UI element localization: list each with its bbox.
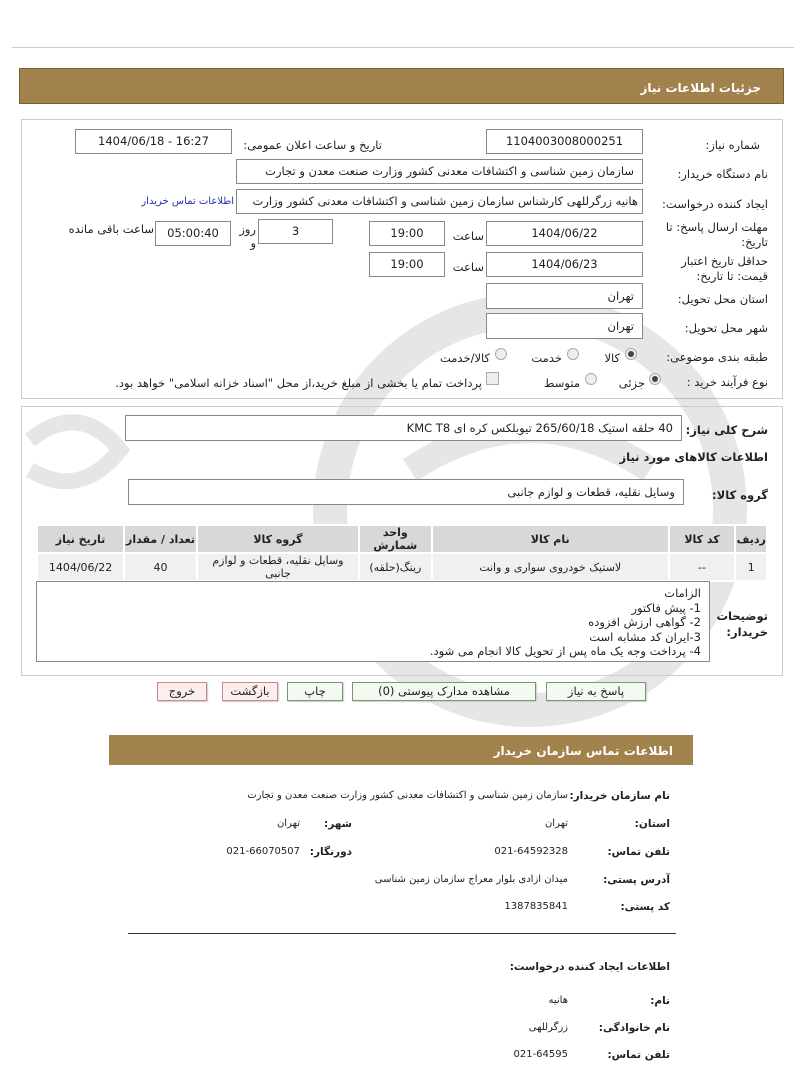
name-value: هانیه [548,995,568,1006]
postal-label: کد پستی: [620,901,670,913]
province-field: تهران [486,283,643,309]
cell: لاستیک خودروی سواری و وانت [432,553,669,581]
col-header: ردیف [735,525,767,553]
table-header-row [37,525,767,553]
contact-city-label: شهر: [324,818,352,830]
cell: -- [669,553,736,581]
notes-line: 2- گواهی ارزش افزوده [588,615,701,629]
validity-time-label: ساعت [452,260,484,274]
province-label: استان محل تحویل: [677,292,768,306]
creator-phone-value: 021-64595 [513,1049,568,1060]
reply-button[interactable]: پاسخ به نیاز [546,682,646,701]
deadline-time-field: 19:00 [369,221,445,246]
org-label: نام سازمان خریدار: [569,790,670,802]
treasury-checkbox[interactable] [486,372,499,385]
deadline-label: مهلت ارسال پاسخ: تا تاریخ: [665,220,768,249]
exit-button[interactable]: خروج [157,682,207,701]
page-header [19,68,784,104]
category-label: طبقه بندی موضوعی: [666,350,768,364]
family-value: زرگرللهی [528,1022,568,1033]
buyer-label: نام دستگاه خریدار: [677,167,768,181]
payment-note: پرداخت تمام یا بخشی از مبلغ خرید،از محل "اسناد خزانه اسلامی" خواهد بود. [115,376,482,390]
summary-label: شرح کلی نیاز: [685,423,768,437]
table-row [37,553,767,581]
notes-box [36,581,710,662]
goods-table [36,524,768,582]
category-service-radio[interactable] [567,348,579,360]
cell: رینگ(حلقه) [359,553,432,581]
process-small-radio[interactable] [649,373,661,385]
contact-divider [128,933,676,934]
phone-label: تلفن تماس: [607,846,670,858]
category-service-label: خدمت [531,351,562,365]
view-documents-button[interactable]: مشاهده مدارک پیوستی (0) [352,682,536,701]
col-header: گروه کالا [197,525,359,553]
fax-value: 021-66070507 [226,846,300,857]
address-value: میدان ازادی بلوار معراج سازمان زمین شناسی [374,874,568,885]
notes-line: الزامات [664,586,701,600]
creator-field: هانیه زرگرللهی کارشناس سازمان زمین شناسی و اکتشافات معدنی کشور وزارت [236,189,643,214]
notes-line: 1- پیش فاکتور [631,600,701,615]
city-label: شهر محل تحویل: [684,321,768,335]
contact-province-value: تهران [544,818,568,829]
address-label: آدرس پستی: [603,874,670,886]
days-label: روز و [239,222,256,250]
back-button[interactable]: بازگشت [222,682,278,701]
category-goods-label: کالا [604,351,620,365]
process-small-label: جزئی [618,376,645,390]
cell: وسایل نقلیه، قطعات و لوازم جانبی [197,553,359,581]
cell: 1 [735,553,767,581]
creator-phone-label: تلفن تماس: [607,1049,670,1061]
notes-line: 4- پرداخت وجه یک ماه پس از تحویل کالا انجام می شود. [429,644,701,658]
org-value: سازمان زمین شناسی و اکتشافات معدنی کشور وزارت صنعت معدن و تجارت [247,790,568,801]
family-label: نام خانوادگی: [598,1022,670,1034]
need-number-field: 1104003008000251 [486,129,643,154]
process-label: نوع فرآیند خرید : [686,375,768,389]
contact-title: اطلاعات تماس سازمان خریدار [493,744,673,758]
col-header: نام کالا [432,525,669,553]
remaining-label: ساعت باقی مانده [68,222,154,236]
phone-value: 021-64592328 [494,846,568,857]
col-header: تعداد / مقدار [124,525,197,553]
process-medium-label: متوسط [543,376,580,390]
creator-info-title: اطلاعات ایجاد کننده درخواست: [509,961,670,973]
remaining-time-field: 05:00:40 [155,221,231,246]
buyer-field: سازمان زمین شناسی و اکتشافات معدنی کشور وزارت صنعت معدن و تجارت [236,159,643,184]
category-both-radio[interactable] [495,348,507,360]
notes-label: توضیحات خریدار: [716,609,768,639]
contact-header [109,735,693,765]
validity-time-field: 19:00 [369,252,445,277]
contact-province-label: استان: [634,818,670,830]
cell: 1404/06/22 [37,553,124,581]
deadline-date-field: 1404/06/22 [486,221,643,246]
process-medium-radio[interactable] [585,373,597,385]
name-label: نام: [650,995,670,1007]
print-button[interactable]: چاپ [287,682,343,701]
summary-field: 40 حلقه استیک 265/60/18 تیوبلکس کره ای KMC T8 [125,415,682,441]
col-header: کد کالا [669,525,736,553]
need-number-label: شماره نیاز: [705,138,760,152]
announce-field: 1404/06/18 - 16:27 [75,129,232,154]
col-header: تاریخ نیاز [37,525,124,553]
top-divider [12,47,794,48]
validity-date-field: 1404/06/23 [486,252,643,277]
notes-line: 3-ایران کد مشابه است [589,629,701,644]
cell: 40 [124,553,197,581]
days-field: 3 [258,219,333,244]
goods-group-label: گروه کالا: [712,488,768,502]
creator-label: ایجاد کننده درخواست: [662,197,768,211]
goods-info-title: اطلاعات کالاهای مورد نیاز [619,450,768,464]
validity-label: حداقل تاریخ اعتبار قیمت: تا تاریخ: [681,254,768,283]
postal-value: 1387835841 [504,901,568,912]
category-goods-radio[interactable] [625,348,637,360]
category-both-label: کالا/خدمت [439,351,490,365]
city-field: تهران [486,313,643,339]
goods-group-field: وسایل نقلیه، قطعات و لوازم جانبی [128,479,684,505]
contact-city-value: تهران [276,818,300,829]
col-header: واحد شمارش [359,525,432,553]
announce-label: تاریخ و ساعت اعلان عمومی: [243,138,382,152]
page-title: جزئیات اطلاعات نیاز [640,81,761,95]
deadline-time-label: ساعت [452,229,484,243]
fax-label: دورنگار: [309,846,352,858]
buyer-contact-link[interactable]: اطلاعات تماس خریدار [141,196,234,207]
